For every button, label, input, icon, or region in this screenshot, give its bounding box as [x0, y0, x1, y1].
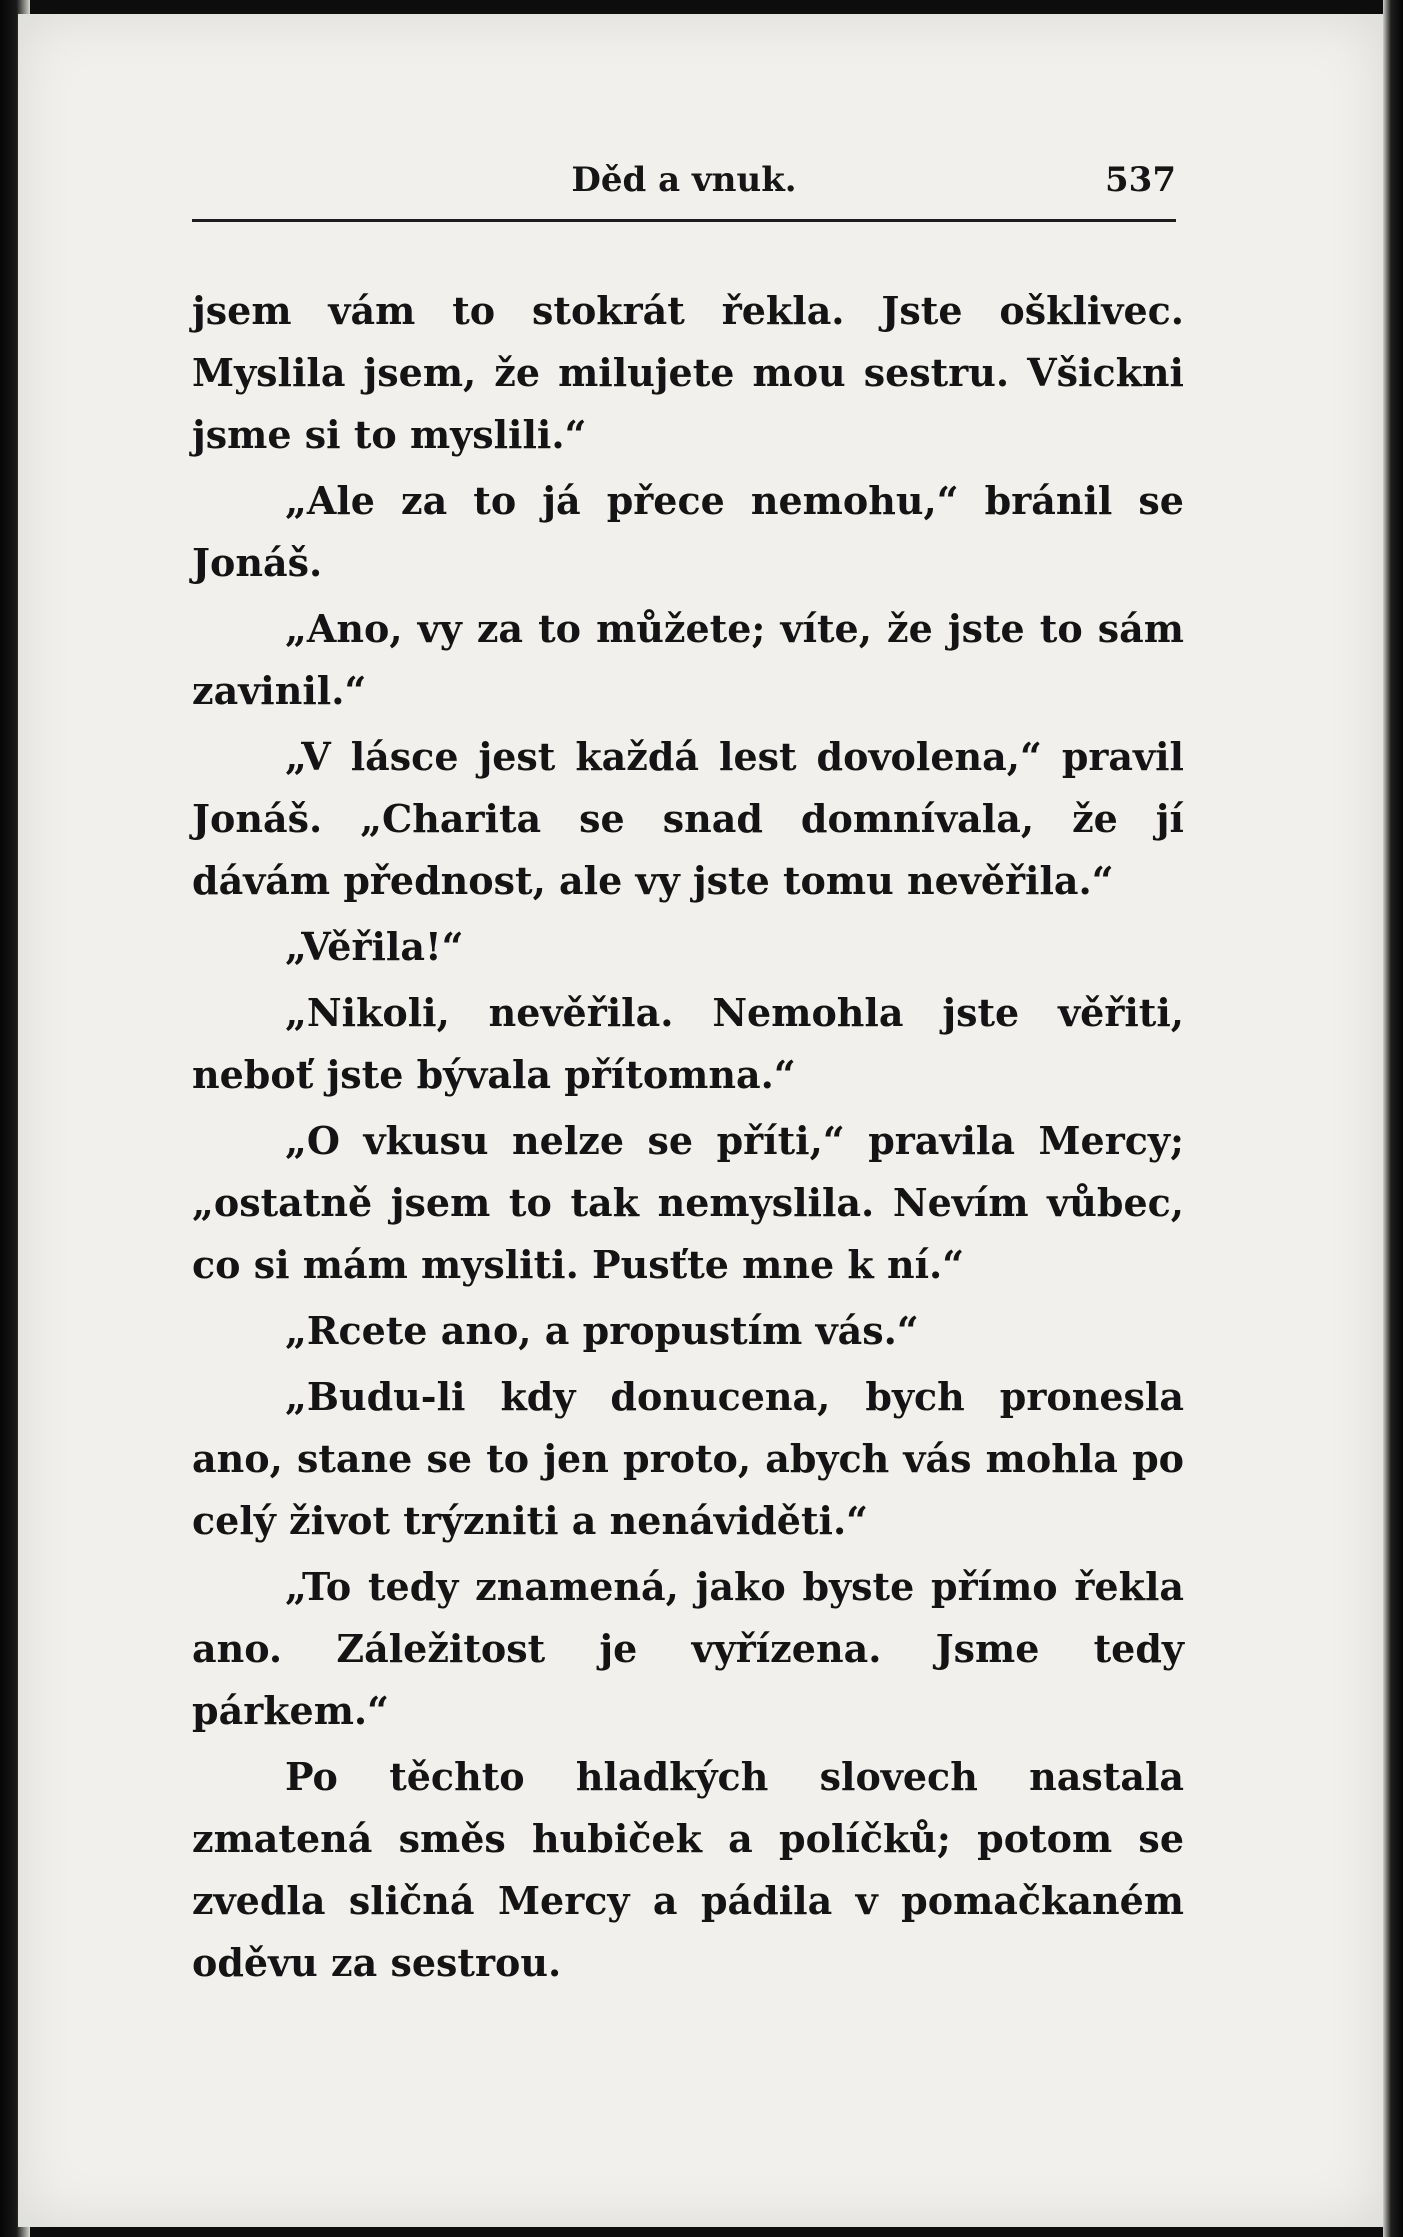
paragraph: „Nikoli, nevěřila. Nemohla jste věřiti, neboť jste bývala přítomna.“ [192, 990, 1184, 1097]
paragraph: „O vkusu nelze se příti,“ pravila Mercy; „ostatně jsem to tak nemyslila. Nevím vůbec, co si mám mysliti. Pusťte mne k ní.“ [192, 1118, 1184, 1287]
running-header [192, 160, 1176, 210]
paragraph: „V lásce jest každá lest dovolena,“ pravil Jonáš. „Charita se snad domnívala, že jí dávám přednost, ale vy jste tomu nevěřila.“ [192, 734, 1184, 903]
body-text [192, 280, 1184, 1998]
paragraph: „Věřila!“ [285, 924, 464, 969]
header-rule [192, 219, 1176, 222]
paragraph: „Rcete ano, a propustím vás.“ [285, 1308, 919, 1353]
paragraph: „Ale za to já přece nemohu,“ bránil se Jonáš. [192, 478, 1184, 585]
paragraph: „To tedy znamená, jako byste přímo řekla ano. Záležitost je vyřízena. Jsme tedy párkem.“ [192, 1564, 1184, 1733]
running-title: Děd a vnuk. [571, 160, 797, 200]
page-number: 537 [1105, 160, 1176, 200]
paragraph: jsem vám to stokrát řekla. Jste ošklivec. Myslila jsem, že milujete mou sestru. Všickni jsme si to myslili.“ [192, 288, 1184, 457]
page-edge-shadow [1383, 0, 1403, 2237]
paragraph: „Ano, vy za to můžete; víte, že jste to sám zavinil.“ [192, 606, 1184, 713]
paragraph: „Budu-li kdy donucena, bych pronesla ano, stane se to jen proto, abych vás mohla po celý život trýzniti a nenáviděti.“ [192, 1374, 1184, 1543]
paragraph: Po těchto hladkých slovech nastala zmatená směs hubiček a políčků; potom se zvedla sličná Mercy a pádila v pomačkaném oděvu za sestrou. [192, 1754, 1184, 1985]
